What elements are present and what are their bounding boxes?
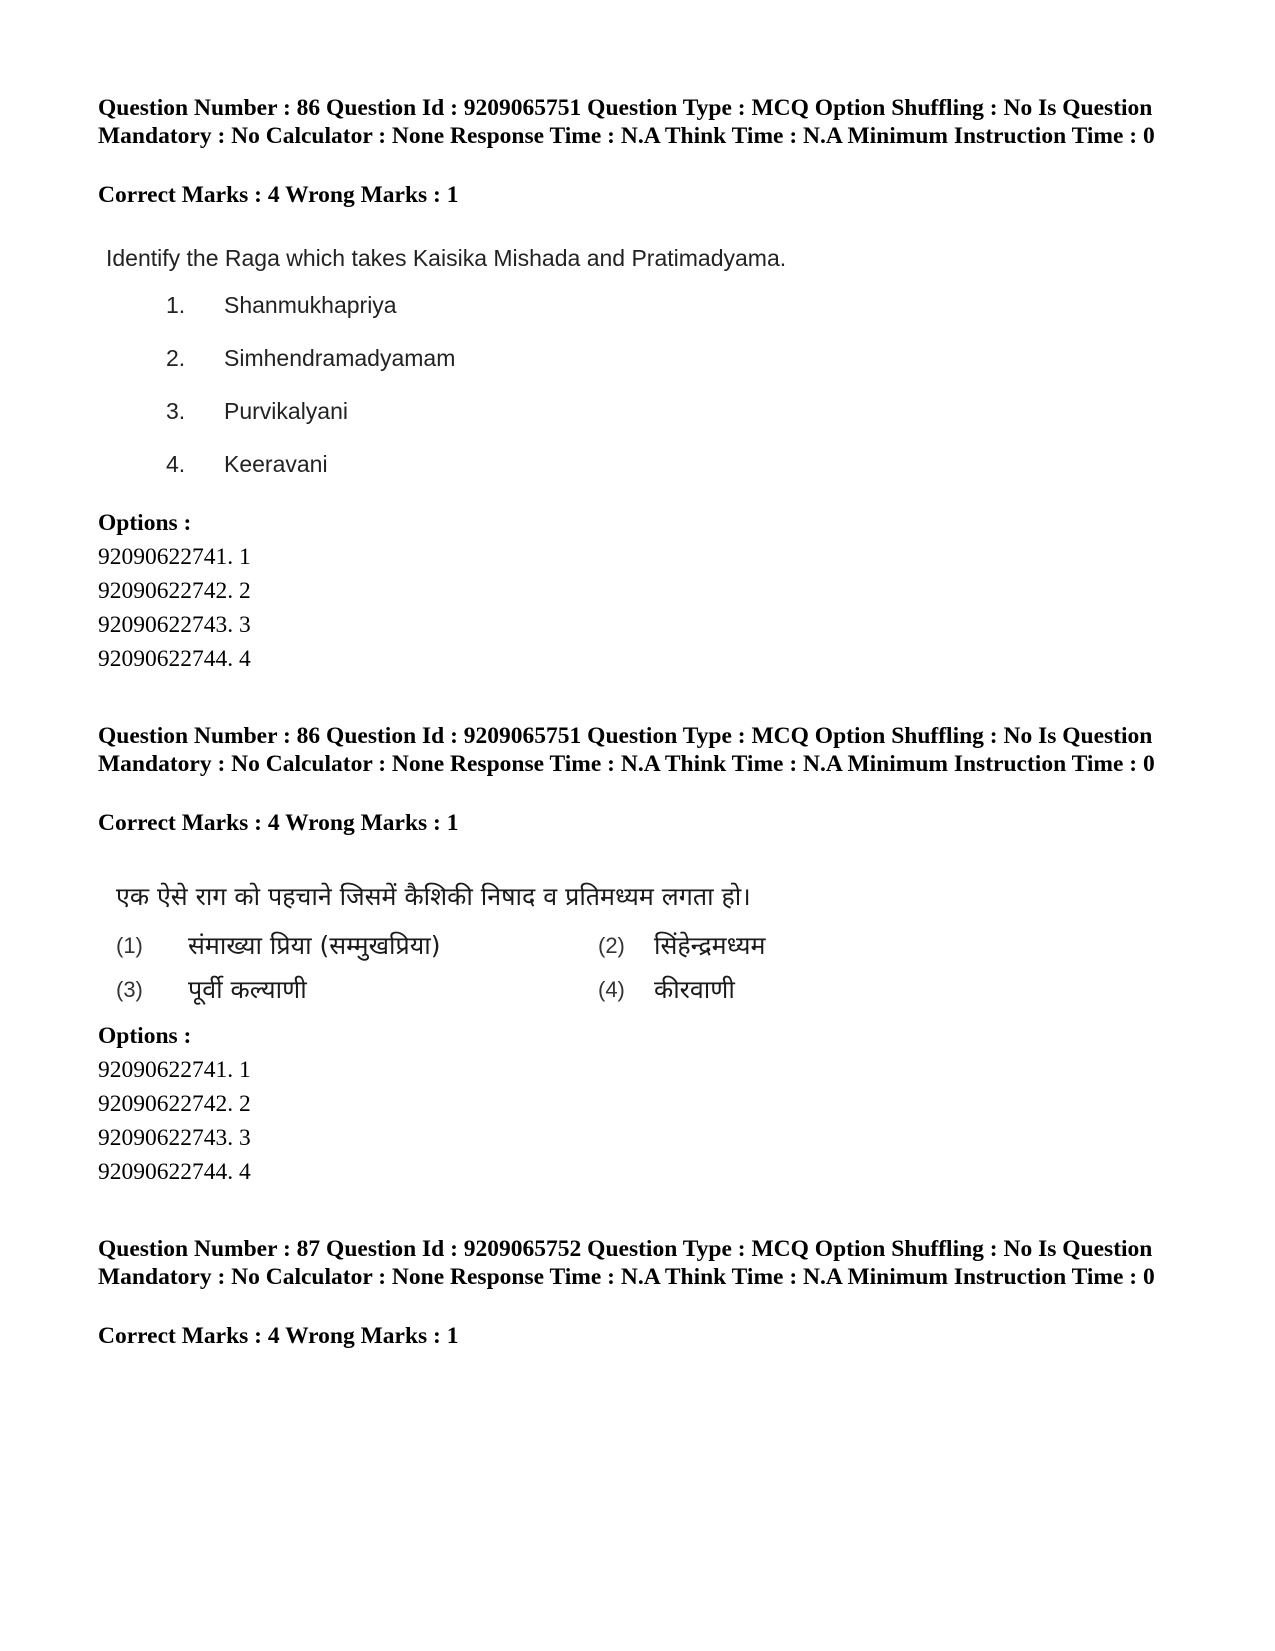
choice-text: संमाख्या प्रिया (सम्मुखप्रिया) xyxy=(188,931,441,960)
choice-text: सिंहेन्द्रमध्यम xyxy=(654,931,766,960)
options-title: Options : xyxy=(98,510,192,536)
choice-text: पूर्वी कल्याणी xyxy=(188,975,307,1004)
choice-number: (1) xyxy=(116,933,143,958)
question-stem: एक ऐसे राग को पहचाने जिसमें कैशिकी निषाद व प्रतिमध्यम लगता हो। xyxy=(116,882,751,911)
question-image-hindi xyxy=(116,880,876,1016)
choice-number: 2. xyxy=(166,345,186,371)
choice-text: कीरवाणी xyxy=(654,975,735,1004)
choice-number: 3. xyxy=(166,398,186,424)
choice-text: Shanmukhapriya xyxy=(224,292,397,318)
choice-number: (4) xyxy=(598,977,625,1002)
choice-item xyxy=(106,343,906,396)
options-title: Options : xyxy=(98,1023,192,1049)
choice-number: (2) xyxy=(598,933,625,958)
marks-line: Correct Marks : 4 Wrong Marks : 1 xyxy=(98,182,459,208)
choice-row xyxy=(116,928,876,972)
option-item: 92090622741. 1 xyxy=(98,1057,251,1083)
option-item: 92090622742. 2 xyxy=(98,1091,251,1117)
options-list xyxy=(98,506,251,676)
marks-line: Correct Marks : 4 Wrong Marks : 1 xyxy=(98,1323,459,1349)
option-item: 92090622743. 3 xyxy=(98,1125,251,1151)
option-item: 92090622742. 2 xyxy=(98,578,251,604)
choice-number: 4. xyxy=(166,451,186,477)
choice-item xyxy=(106,396,906,449)
choice-text: Purvikalyani xyxy=(224,398,348,424)
choice-text: Keeravani xyxy=(224,451,328,477)
choice-row xyxy=(116,972,876,1016)
option-item: 92090622741. 1 xyxy=(98,544,251,570)
choice-number: (3) xyxy=(116,977,143,1002)
choice-item xyxy=(106,449,906,502)
option-item: 92090622743. 3 xyxy=(98,612,251,638)
choice-item xyxy=(106,290,906,343)
option-item: 92090622744. 4 xyxy=(98,1159,251,1185)
marks-line: Correct Marks : 4 Wrong Marks : 1 xyxy=(98,810,459,836)
question-header: Question Number : 86 Question Id : 9209065751 Question Type : MCQ Option Shuffling : No Is Question Mandatory : No Calculator : None Response Time : N.A Think Time : N.A Minimum Instruction Time : 0 xyxy=(98,95,1155,149)
choice-text: Simhendramadyamam xyxy=(224,345,456,371)
option-item: 92090622744. 4 xyxy=(98,646,251,672)
question-image-english xyxy=(106,243,906,502)
question-stem: Identify the Raga which takes Kaisika Mishada and Pratimadyama. xyxy=(106,245,787,271)
question-header: Question Number : 87 Question Id : 9209065752 Question Type : MCQ Option Shuffling : No Is Question Mandatory : No Calculator : None Response Time : N.A Think Time : N.A Minimum Instruction Time : 0 xyxy=(98,1236,1155,1290)
choice-number: 1. xyxy=(166,292,186,318)
question-header: Question Number : 86 Question Id : 9209065751 Question Type : MCQ Option Shuffling : No Is Question Mandatory : No Calculator : None Response Time : N.A Think Time : N.A Minimum Instruction Time : 0 xyxy=(98,723,1155,777)
options-list xyxy=(98,1019,251,1189)
